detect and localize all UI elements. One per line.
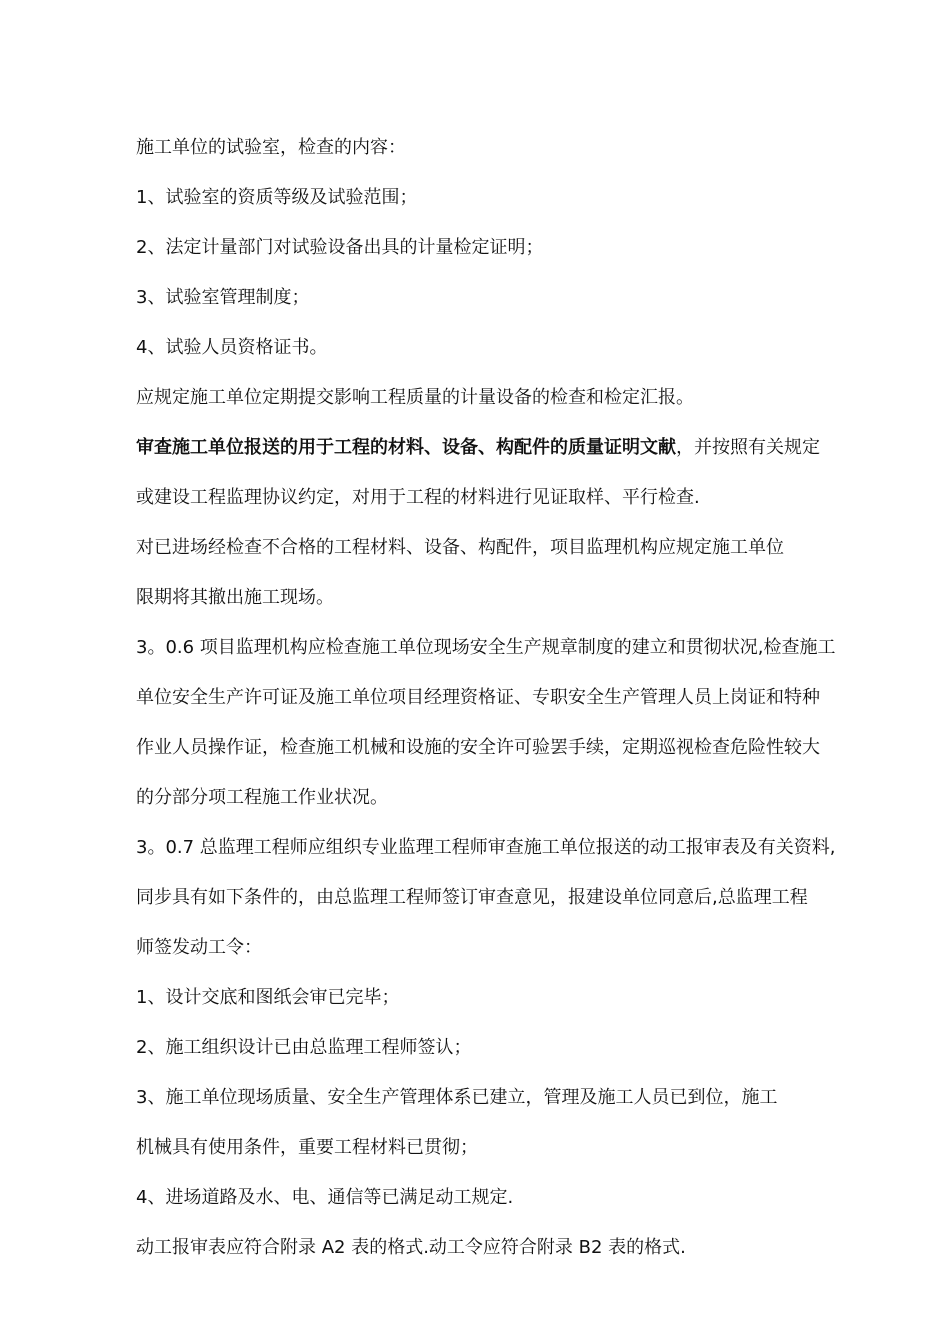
text-line: 3。0.6 项目监理机构应检查施工单位现场安全生产规章制度的建立和贯彻状况,检查施工 bbox=[136, 637, 836, 658]
text-line: 1、设计交底和图纸会审已完毕； bbox=[136, 987, 400, 1008]
text-line: 作业人员操作证，检查施工机械和设施的安全许可验罢手续，定期巡视检查危险性较大 bbox=[136, 737, 820, 758]
text-line: 应规定施工单位定期提交影响工程质量的计量设备的检查和检定汇报。 bbox=[136, 387, 694, 408]
text-line: 或建设工程监理协议约定，对用于工程的材料进行见证取样、平行检查. bbox=[136, 487, 700, 508]
text-line: 机械具有使用条件，重要工程材料已贯彻； bbox=[136, 1137, 478, 1158]
text-line: 单位安全生产许可证及施工单位项目经理资格证、专职安全生产管理人员上岗证和特种 bbox=[136, 687, 820, 708]
text-line: 1、试验室的资质等级及试验范围； bbox=[136, 187, 418, 208]
text-line: 对已进场经检查不合格的工程材料、设备、构配件，项目监理机构应规定施工单位 bbox=[136, 537, 784, 558]
text-line: 施工单位的试验室，检查的内容： bbox=[136, 137, 406, 158]
text-line: 同步具有如下条件的，由总监理工程师签订审查意见，报建设单位同意后,总监理工程 bbox=[136, 887, 808, 908]
bold-text: 审查施工单位报送的用于工程的材料、设备、构配件的质量证明文献 bbox=[136, 437, 676, 458]
text-line-mixed bbox=[136, 436, 820, 460]
text-line: 3。0.7 总监理工程师应组织专业监理工程师审查施工单位报送的动工报审表及有关资料, bbox=[136, 837, 836, 858]
text-line: 限期将其撤出施工现场。 bbox=[136, 587, 334, 608]
text-line: 4、试验人员资格证书。 bbox=[136, 337, 328, 358]
text-line: 4、进场道路及水、电、通信等已满足动工规定. bbox=[136, 1187, 514, 1208]
text-line: 3、施工单位现场质量、安全生产管理体系已建立，管理及施工人员已到位，施工 bbox=[136, 1087, 778, 1108]
text-line: 师签发动工令： bbox=[136, 937, 262, 958]
text-line: 动工报审表应符合附录 A2 表的格式.动工令应符合附录 B2 表的格式. bbox=[136, 1237, 686, 1258]
text-line: 2、施工组织设计已由总监理工程师签认； bbox=[136, 1037, 472, 1058]
text-line: 2、法定计量部门对试验设备出具的计量检定证明； bbox=[136, 237, 544, 258]
normal-text: ，并按照有关规定 bbox=[676, 437, 820, 458]
text-line: 的分部分项工程施工作业状况。 bbox=[136, 787, 388, 808]
text-line: 3、试验室管理制度； bbox=[136, 287, 310, 308]
